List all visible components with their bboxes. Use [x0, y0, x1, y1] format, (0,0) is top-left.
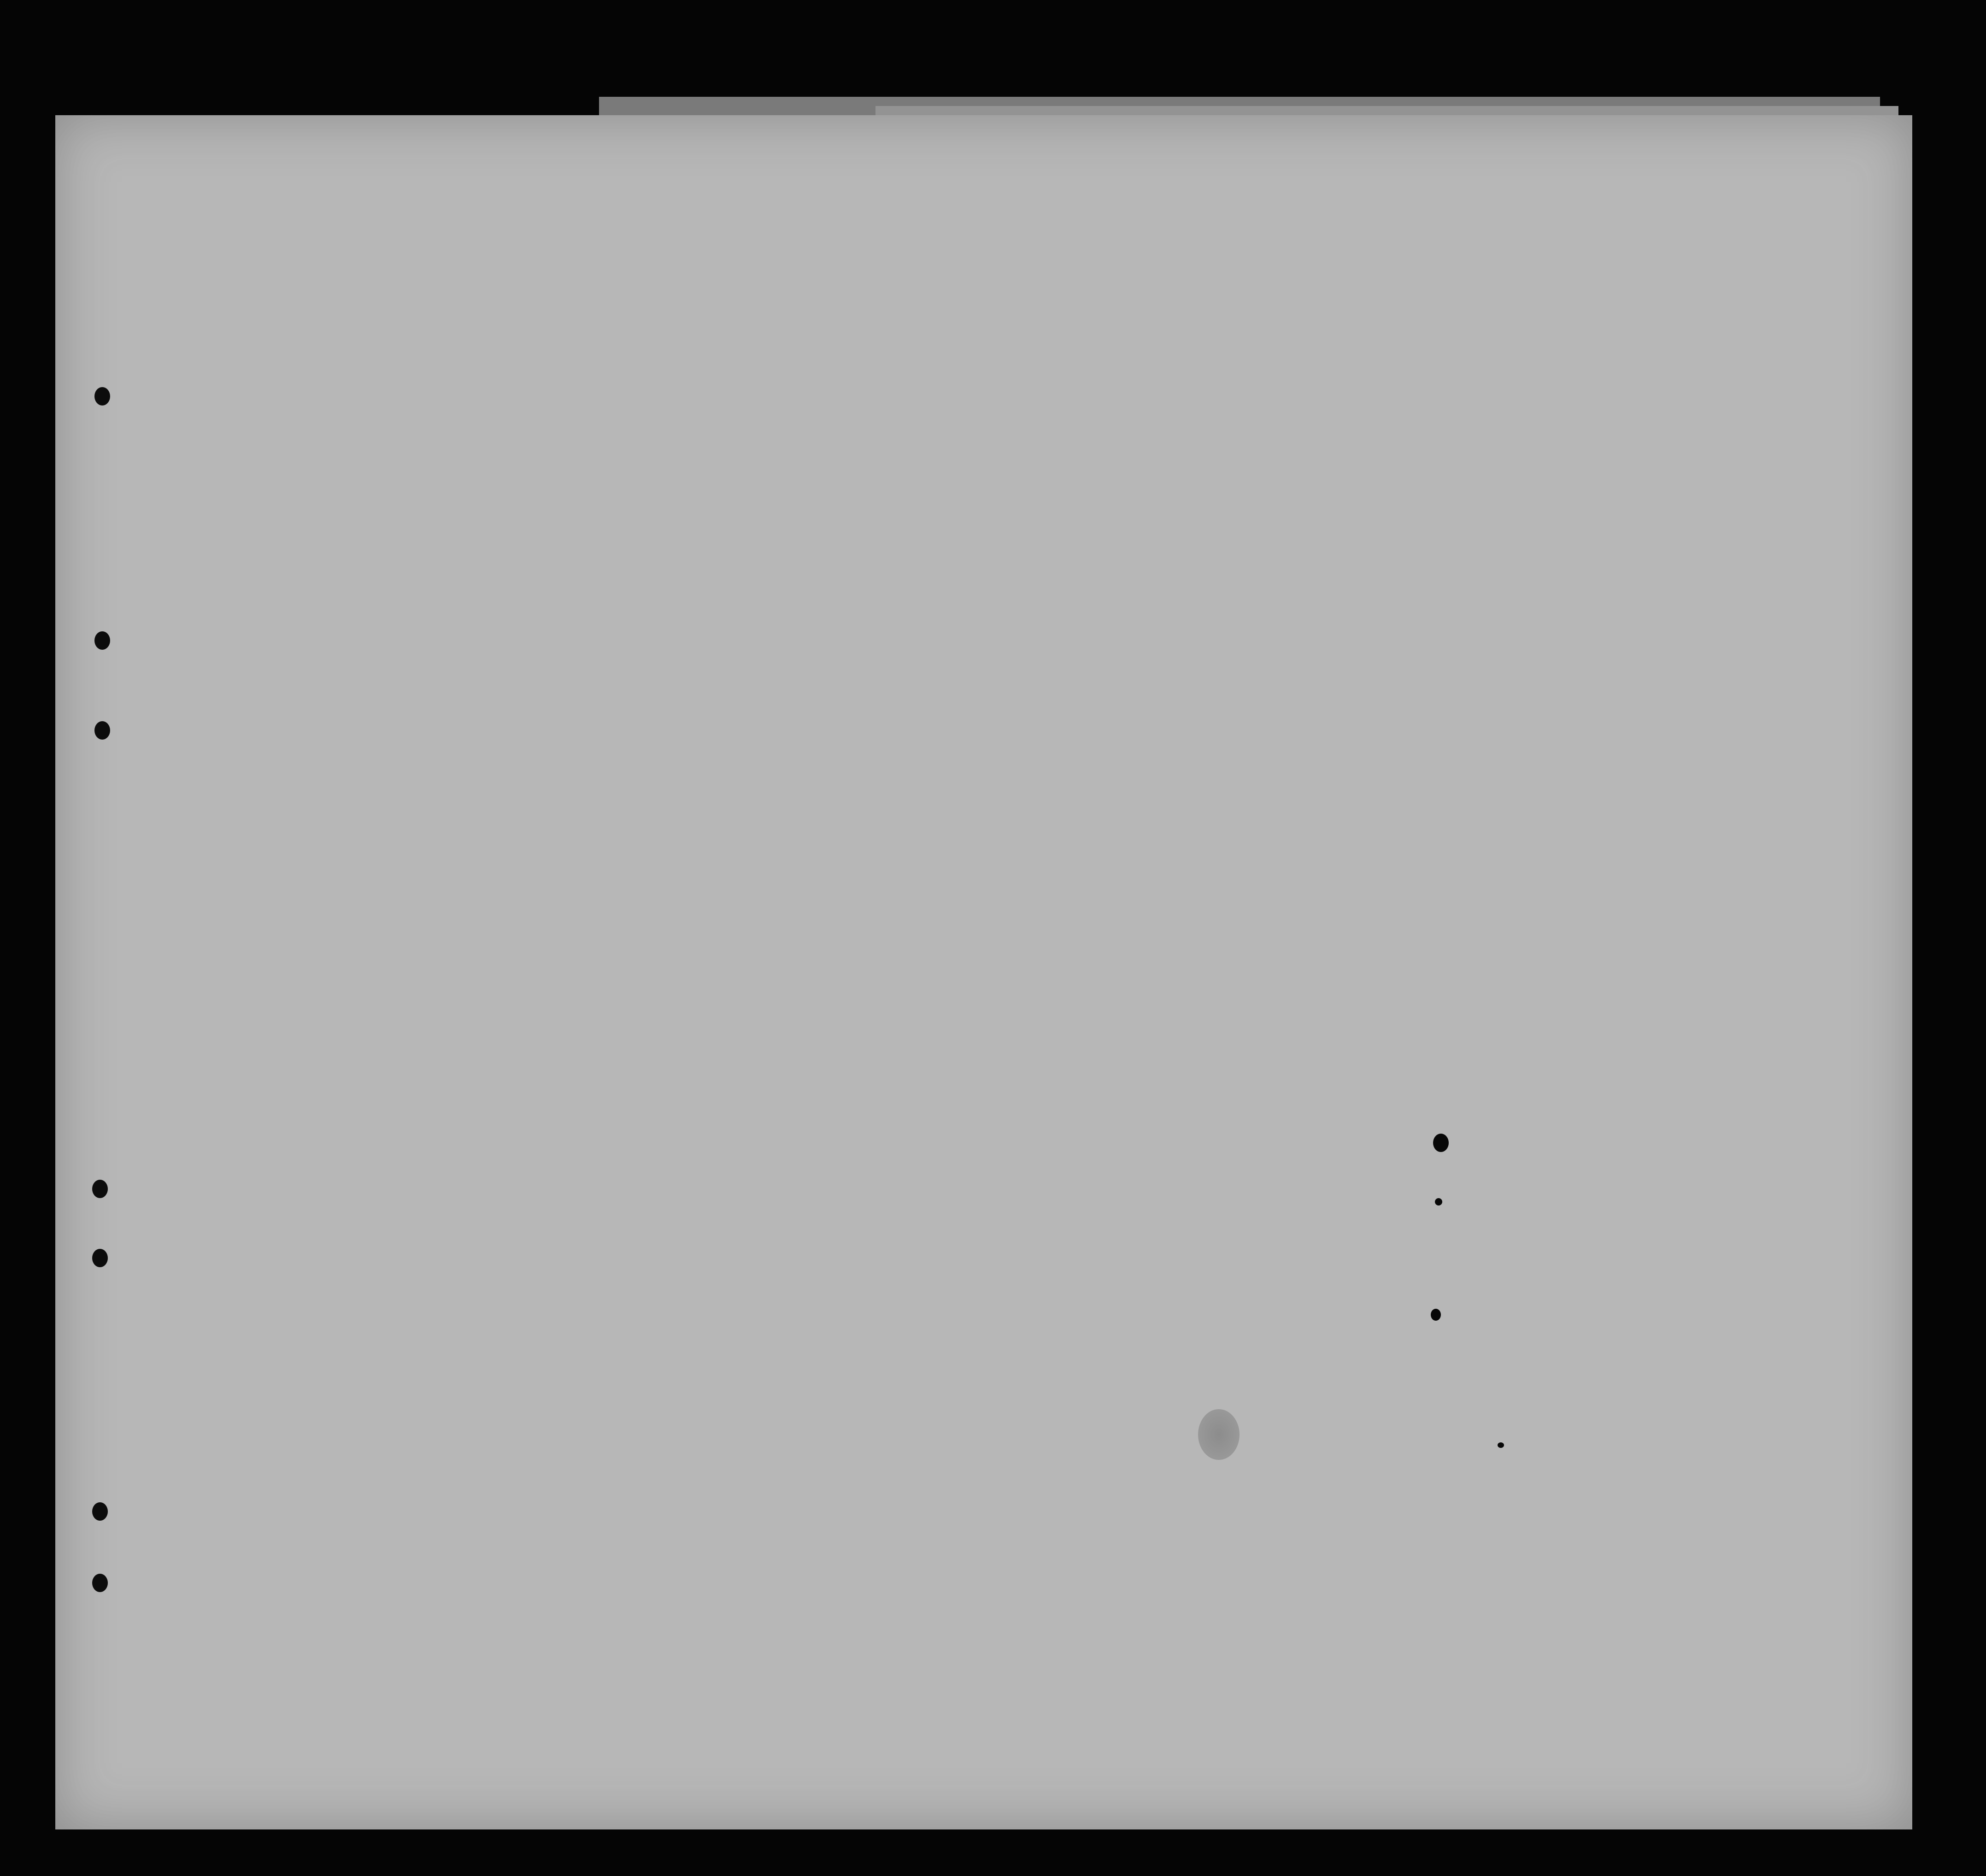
stamp-mark: [1198, 1409, 1240, 1460]
ink-blot: [1431, 1309, 1441, 1321]
binder-hole: [92, 1180, 108, 1198]
ink-blot: [1435, 1198, 1442, 1206]
form-grid: [55, 115, 1912, 1829]
binder-hole: [92, 1249, 108, 1267]
binder-hole: [94, 387, 110, 406]
binder-hole: [92, 1502, 108, 1521]
binder-hole: [92, 1574, 108, 1592]
manifest-page: [55, 115, 1912, 1829]
ink-blot: [1433, 1134, 1449, 1152]
ink-blot: [1498, 1442, 1504, 1448]
binder-hole: [94, 631, 110, 650]
binder-hole: [94, 721, 110, 740]
